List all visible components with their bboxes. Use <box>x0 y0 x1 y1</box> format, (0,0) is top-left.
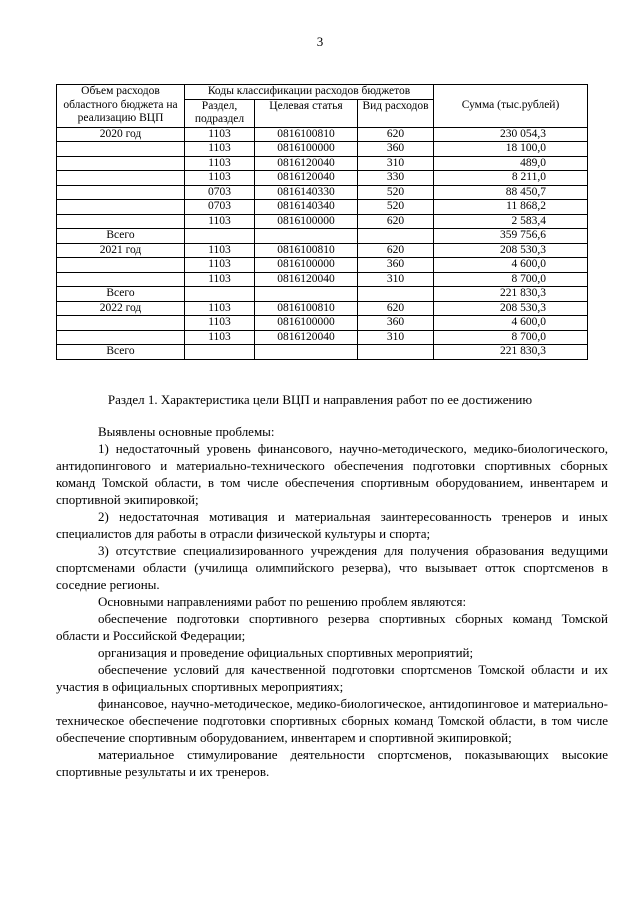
row-label <box>57 156 185 171</box>
row-target: 0816120040 <box>255 171 358 186</box>
row-type: 620 <box>358 214 434 229</box>
row-sum: 221 830,3 <box>434 345 588 360</box>
table-row <box>57 330 588 345</box>
row-section: 0703 <box>185 185 255 200</box>
table-row <box>57 229 588 244</box>
paragraph: обеспечение условий для качественной подготовки спортсменов Томской области и их участия в официальных спортивных мероприятиях; <box>56 662 608 694</box>
row-target: 0816120040 <box>255 156 358 171</box>
row-label: 2020 год <box>57 127 185 142</box>
row-sum: 359 756,6 <box>434 229 588 244</box>
row-type: 620 <box>358 243 434 258</box>
row-label: Всего <box>57 287 185 302</box>
row-type: 620 <box>358 127 434 142</box>
row-type <box>358 345 434 360</box>
row-target: 0816100000 <box>255 316 358 331</box>
row-sum: 4 600,0 <box>434 316 588 331</box>
row-label <box>57 316 185 331</box>
row-target <box>255 287 358 302</box>
table-row <box>57 316 588 331</box>
row-section: 1103 <box>185 258 255 273</box>
row-sum: 11 868,2 <box>434 200 588 215</box>
row-label <box>57 330 185 345</box>
row-target: 0816120040 <box>255 330 358 345</box>
table-row <box>57 142 588 157</box>
row-target: 0816100000 <box>255 214 358 229</box>
row-type <box>358 287 434 302</box>
row-sum: 8 211,0 <box>434 171 588 186</box>
row-type: 620 <box>358 301 434 316</box>
budget-table <box>56 84 588 360</box>
row-type: 520 <box>358 200 434 215</box>
table-row <box>57 243 588 258</box>
row-section: 1103 <box>185 142 255 157</box>
table-row <box>57 127 588 142</box>
row-sum: 18 100,0 <box>434 142 588 157</box>
row-label <box>57 258 185 273</box>
paragraph: материальное стимулирование деятельности спортсменов, показывающих высокие спортивные результаты и их тренеров. <box>56 747 608 779</box>
row-label <box>57 142 185 157</box>
paragraph: Основными направлениями работ по решению проблем являются: <box>98 594 467 609</box>
row-label: 2022 год <box>57 301 185 316</box>
row-target <box>255 229 358 244</box>
header-volume: Объем расходов областного бюджета на реализацию ВЦП <box>57 85 185 128</box>
header-target: Целевая статья <box>255 99 358 127</box>
row-type: 310 <box>358 330 434 345</box>
row-sum: 4 600,0 <box>434 258 588 273</box>
row-label <box>57 200 185 215</box>
row-target: 0816100810 <box>255 243 358 258</box>
row-section: 1103 <box>185 301 255 316</box>
table-row <box>57 156 588 171</box>
row-type: 360 <box>358 258 434 273</box>
row-sum: 8 700,0 <box>434 330 588 345</box>
table-row <box>57 200 588 215</box>
row-section: 1103 <box>185 214 255 229</box>
row-section: 1103 <box>185 243 255 258</box>
row-label <box>57 272 185 287</box>
row-type <box>358 229 434 244</box>
section-heading: Раздел 1. Характеристика цели ВЦП и направления работ по ее достижению <box>107 392 533 407</box>
row-section: 1103 <box>185 330 255 345</box>
header-type: Вид расходов <box>358 99 434 127</box>
row-section: 1103 <box>185 127 255 142</box>
row-target: 0816140330 <box>255 185 358 200</box>
row-sum: 208 530,3 <box>434 301 588 316</box>
paragraph: организация и проведение официальных спортивных мероприятий; <box>98 645 474 660</box>
paragraph: Выявлены основные проблемы: <box>98 424 275 439</box>
row-section: 1103 <box>185 272 255 287</box>
row-label <box>57 171 185 186</box>
row-type: 330 <box>358 171 434 186</box>
row-target: 0816100000 <box>255 142 358 157</box>
row-type: 310 <box>358 272 434 287</box>
row-label: Всего <box>57 229 185 244</box>
row-section <box>185 287 255 302</box>
table-row <box>57 258 588 273</box>
row-label: Всего <box>57 345 185 360</box>
row-sum: 2 583,4 <box>434 214 588 229</box>
row-type: 360 <box>358 316 434 331</box>
paragraph: 3) отсутствие специализированного учреждения для получения образования ведущими спортсменами области (училища олимпийского резерва), что вызывает отток спортсменов в соседние регионы. <box>56 543 608 592</box>
row-section: 1103 <box>185 171 255 186</box>
table-row <box>57 272 588 287</box>
paragraph: 1) недостаточный уровень финансового, научно-методического, медико-биологического, антидопингового и материально-технического обеспечения подготовки спортивных сборных команд Томской области, в том числе обеспечения спортивным оборудованием, инвентарем и спортивной экипировкой; <box>56 441 608 507</box>
paragraph: финансовое, научно-методическое, медико-биологическое, антидопинговое и материально-техническое обеспечение подготовки спортивных сборных команд Томской области, в том числе обеспечение спортивным оборудованием, инвентарем и спортивной экипировкой; <box>56 696 608 745</box>
row-section: 1103 <box>185 156 255 171</box>
row-target: 0816120040 <box>255 272 358 287</box>
table-row <box>57 171 588 186</box>
row-type: 310 <box>358 156 434 171</box>
paragraph: обеспечение подготовки спортивного резерва спортивных сборных команд Томской области и Российской Федерации; <box>56 611 608 643</box>
row-target: 0816140340 <box>255 200 358 215</box>
row-section <box>185 229 255 244</box>
row-type: 520 <box>358 185 434 200</box>
row-label: 2021 год <box>57 243 185 258</box>
row-sum: 230 054,3 <box>434 127 588 142</box>
row-sum: 88 450,7 <box>434 185 588 200</box>
paragraph: 2) недостаточная мотивация и материальная заинтересованность тренеров и иных специалистов для работы в отрасли физической культуры и спорта; <box>56 509 608 541</box>
header-codes-group: Коды классификации расходов бюджетов <box>185 85 434 100</box>
row-label <box>57 214 185 229</box>
row-target: 0816100810 <box>255 301 358 316</box>
row-sum: 221 830,3 <box>434 287 588 302</box>
header-sum: Сумма (тыс.рублей) <box>434 85 588 128</box>
row-section: 0703 <box>185 200 255 215</box>
page-number: 3 <box>316 34 324 49</box>
row-sum: 208 530,3 <box>434 243 588 258</box>
row-target <box>255 345 358 360</box>
body-text <box>56 423 608 780</box>
row-target: 0816100000 <box>255 258 358 273</box>
table-row <box>57 301 588 316</box>
row-sum: 8 700,0 <box>434 272 588 287</box>
row-type: 360 <box>358 142 434 157</box>
row-section <box>185 345 255 360</box>
row-section: 1103 <box>185 316 255 331</box>
table-row <box>57 287 588 302</box>
row-target: 0816100810 <box>255 127 358 142</box>
row-label <box>57 185 185 200</box>
header-section: Раздел, подраздел <box>185 99 255 127</box>
table-row <box>57 214 588 229</box>
table-row <box>57 345 588 360</box>
table-body <box>57 127 588 359</box>
row-sum: 489,0 <box>434 156 588 171</box>
table-row <box>57 185 588 200</box>
